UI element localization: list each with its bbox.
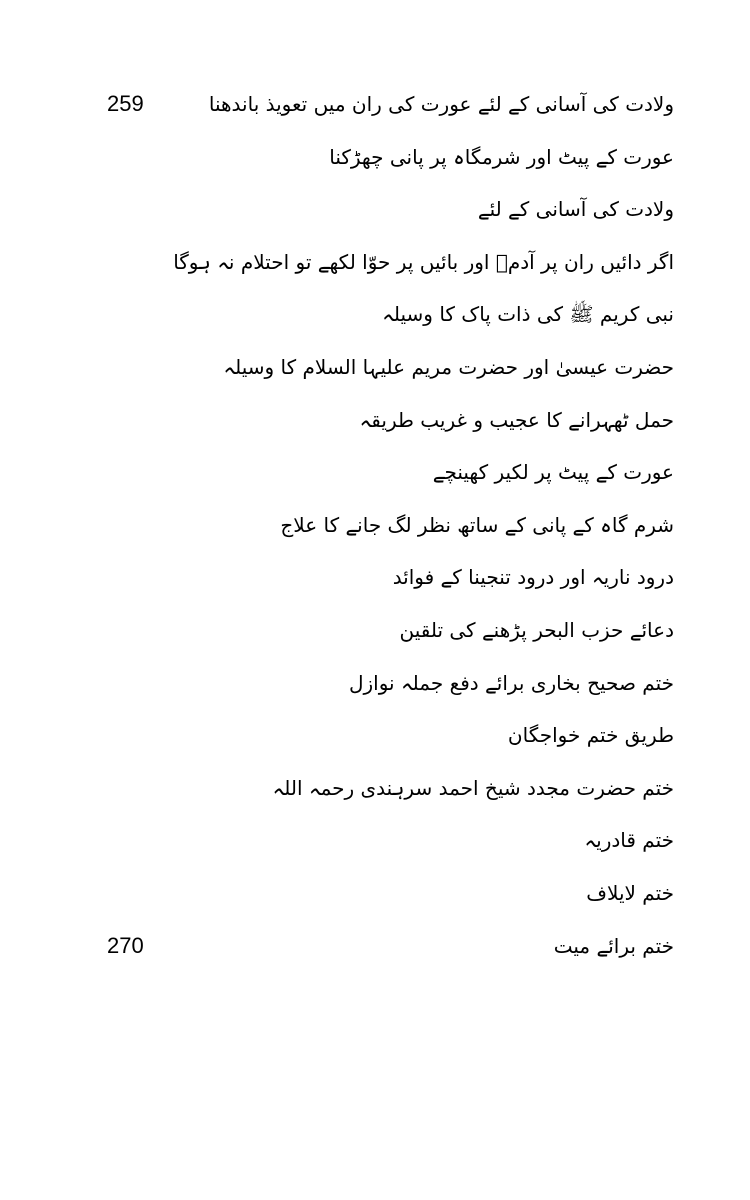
toc-entry-title: ولادت کی آسانی کے لئے <box>477 197 674 222</box>
toc-entry-title: دعائے حزب البحر پڑھنے کی تلقین <box>399 617 674 642</box>
toc-entry-page-number: 259 <box>107 91 144 116</box>
toc-entry <box>0 288 750 341</box>
toc-entry <box>0 394 750 447</box>
toc-entry <box>0 446 750 499</box>
toc-entry-title: ختم برائے میت <box>553 933 674 958</box>
toc-entry <box>0 604 750 657</box>
toc-entry-title: شرم گاہ کے پانی کے ساتھ نظر لگ جانے کا علاج <box>280 512 674 537</box>
toc-entry <box>0 657 750 710</box>
toc-entry-title: ختم قادریہ <box>584 828 674 853</box>
toc-entry <box>0 341 750 394</box>
toc-entry-title: نبی کریم ﷺ کی ذات پاک کا وسیلہ <box>382 302 674 327</box>
toc-entry <box>0 762 750 815</box>
toc-entry-title: عورت کے پیٹ پر لکیر کھینچے <box>432 460 674 485</box>
toc-entry-title: ختم صحیح بخاری برائے دفع جملہ نوازل <box>348 670 674 695</box>
toc-entry <box>0 183 750 236</box>
toc-entry <box>0 920 750 973</box>
toc-entry <box>0 867 750 920</box>
toc-entry-title: ختم لایلاف <box>586 880 674 905</box>
toc-entry-title: عورت کے پیٹ اور شرمگاہ پر پانی چھڑکنا <box>329 144 674 169</box>
toc-entry <box>0 131 750 184</box>
toc-entry <box>0 499 750 552</box>
toc-entry-title: ولادت کی آسانی کے لئے عورت کی ران میں تعویذ باندھنا <box>208 92 674 116</box>
toc-entry <box>0 78 750 131</box>
toc-entry-title: درود ناریہ اور درود تنجینا کے فوائد <box>392 565 674 590</box>
toc-entry <box>0 236 750 289</box>
toc-entry-title: اگر دائیں ران پر آدمؑ اور بائیں پر حوّا لکھے تو احتلام نہ ہوگا <box>173 249 674 274</box>
toc-entry <box>0 709 750 762</box>
toc-entry-title: طریق ختم خواجگان <box>507 723 674 748</box>
toc-entry-title: حضرت عیسیٰ اور حضرت مریم علیہا السلام کا وسیلہ <box>223 354 674 379</box>
table-of-contents <box>0 78 750 972</box>
toc-entry-title: ختم حضرت مجدد شیخ احمد سرہندی رحمہ اللہ <box>272 775 674 800</box>
toc-entry-title: حمل ٹھہرانے کا عجیب و غریب طریقہ <box>359 407 674 432</box>
toc-entry-page-number: 270 <box>107 932 144 958</box>
toc-entry <box>0 814 750 867</box>
toc-entry <box>0 551 750 604</box>
